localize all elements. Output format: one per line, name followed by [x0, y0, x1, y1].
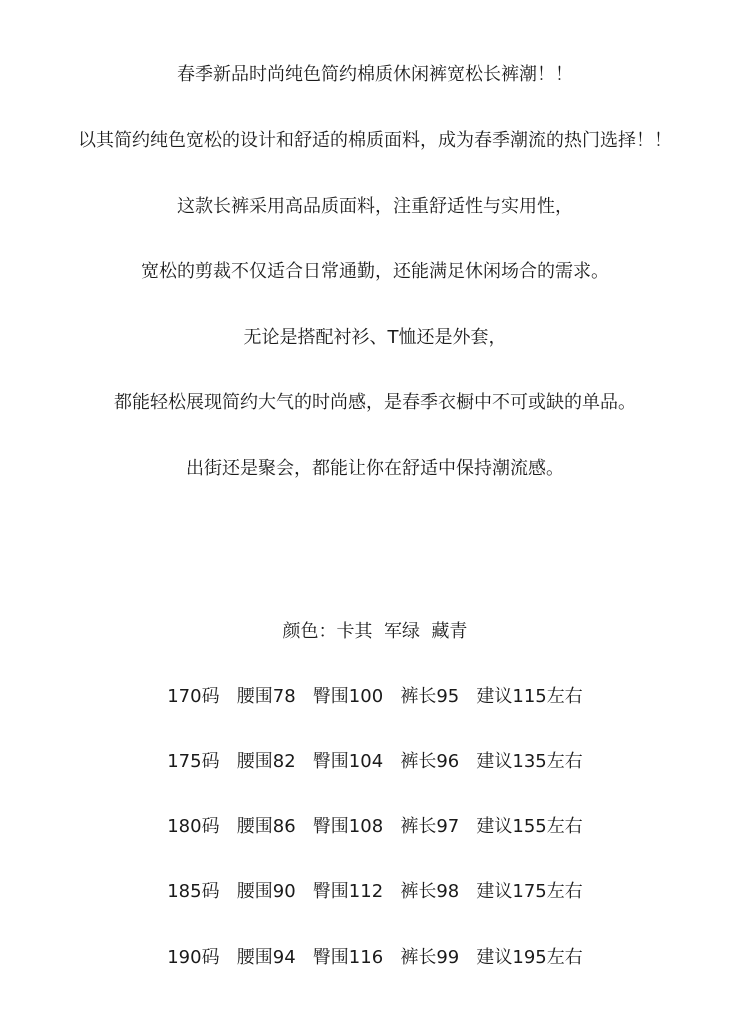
- description-line-6: 都能轻松展现简约大气的时尚感，是春季衣橱中不可或缺的单品。: [114, 392, 636, 413]
- description-line-5: 无论是搭配衬衫、T恤还是外套，: [243, 327, 507, 348]
- size-row-180: 180码 腰围86 臀围108 裤长97 建议155左右: [167, 816, 583, 837]
- size-row-170: 170码 腰围78 臀围100 裤长95 建议115左右: [167, 686, 583, 707]
- color-options: 颜色：卡其 军绿 藏青: [282, 621, 468, 642]
- size-row-175: 175码 腰围82 臀围104 裤长96 建议135左右: [167, 751, 583, 772]
- description-line-4: 宽松的剪裁不仅适合日常通勤，还能满足休闲场合的需求。: [141, 261, 609, 282]
- description-line-7: 出街还是聚会，都能让你在舒适中保持潮流感。: [186, 458, 564, 479]
- size-row-185: 185码 腰围90 臀围112 裤长98 建议175左右: [167, 881, 583, 902]
- description-line-2: 以其简约纯色宽松的设计和舒适的棉质面料，成为春季潮流的热门选择！！: [78, 130, 672, 151]
- size-row-190: 190码 腰围94 臀围116 裤长99 建议195左右: [167, 947, 583, 968]
- description-line-3: 这款长裤采用高品质面料，注重舒适性与实用性，: [177, 196, 573, 217]
- description-line-title: 春季新品时尚纯色简约棉质休闲裤宽松长裤潮！！: [177, 64, 573, 85]
